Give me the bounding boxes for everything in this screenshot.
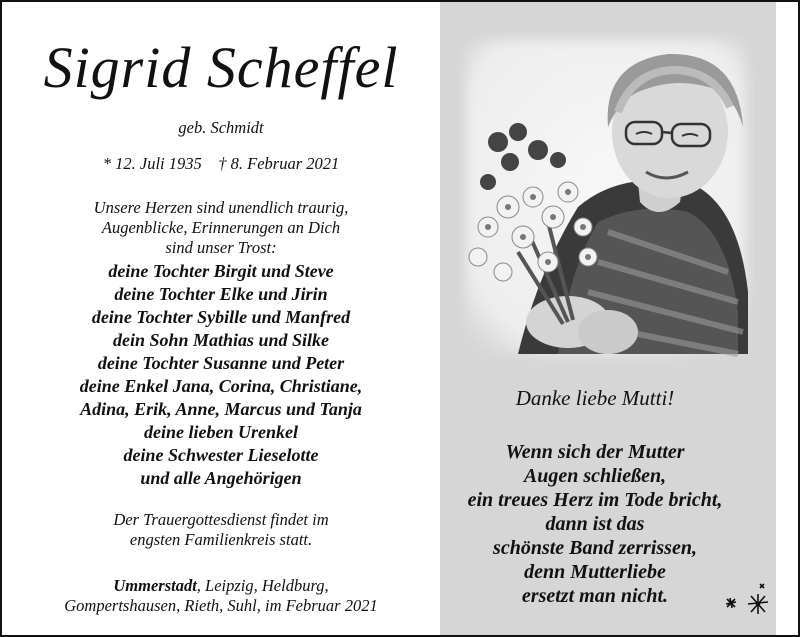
right-edge-strip bbox=[776, 2, 798, 635]
family-line: Adina, Erik, Anne, Marcus und Tanja bbox=[80, 399, 362, 419]
birth-name: geb. Schmidt bbox=[178, 118, 264, 137]
poem-line: schönste Band zerrissen, bbox=[493, 537, 697, 559]
family-line: deine Tochter Susanne und Peter bbox=[97, 353, 345, 373]
family-line: deine Tochter Elke und Jirin bbox=[114, 284, 328, 304]
service-line: engsten Familienkreis statt. bbox=[129, 530, 313, 549]
intro-line: sind unser Trost: bbox=[165, 238, 277, 257]
portrait-photo-icon bbox=[458, 32, 754, 362]
places-line-2: Gompertshausen, Rieth, Suhl, im Februar 2021 bbox=[64, 596, 378, 615]
text-panel bbox=[2, 2, 440, 635]
family-line: deine Tochter Sybille und Manfred bbox=[91, 307, 351, 327]
life-dates: * 12. Juli 1935 † 8. Februar 2021 bbox=[102, 154, 340, 173]
family-line: deine Enkel Jana, Corina, Christiane, bbox=[79, 376, 363, 396]
family-line: deine Tochter Birgit und Steve bbox=[108, 261, 334, 281]
flower-flourish-icon bbox=[718, 580, 772, 616]
deceased-name: Sigrid Scheffel bbox=[43, 35, 399, 100]
family-line: deine Schwester Lieselotte bbox=[123, 445, 319, 465]
poem-line: Wenn sich der Mutter bbox=[505, 441, 685, 463]
places-line bbox=[2, 576, 440, 596]
poem-line: dann ist das bbox=[545, 513, 645, 535]
poem-line: denn Mutterliebe bbox=[524, 561, 666, 583]
places-lead: Ummerstadt bbox=[113, 576, 197, 595]
intro-line: Augenblicke, Erinnerungen an Dich bbox=[101, 218, 341, 237]
poem-line: ersetzt man nicht. bbox=[521, 585, 669, 607]
family-line: deine lieben Urenkel bbox=[144, 422, 298, 442]
poem-line: ein treues Herz im Tode bricht, bbox=[467, 489, 723, 511]
service-line: Der Trauergottesdienst findet im bbox=[113, 510, 329, 529]
family-line: und alle Angehörigen bbox=[140, 468, 302, 488]
thanks-heading: Danke liebe Mutti! bbox=[515, 386, 675, 410]
family-line: dein Sohn Mathias und Silke bbox=[112, 330, 330, 350]
poem-line: Augen schließen, bbox=[523, 465, 667, 487]
places-rest: , Leipzig, Heldburg, bbox=[196, 576, 329, 595]
intro-line: Unsere Herzen sind unendlich traurig, bbox=[93, 198, 349, 217]
